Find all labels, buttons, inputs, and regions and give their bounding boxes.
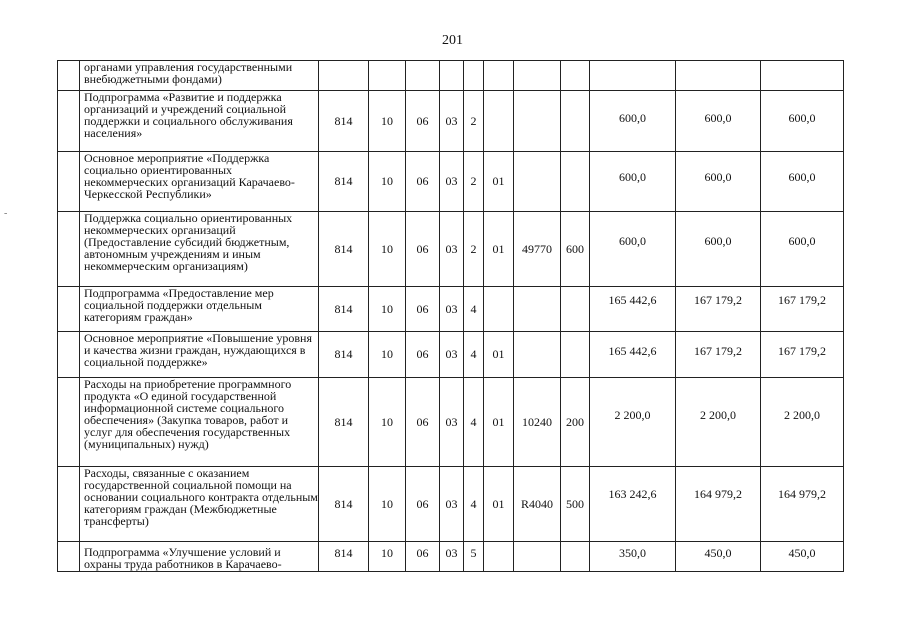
section-code: 10 xyxy=(369,467,406,542)
section-code: 10 xyxy=(369,91,406,152)
amount-year-3: 600,0 xyxy=(761,212,844,287)
row-number-cell xyxy=(58,467,80,542)
amount-year-1: 165 442,6 xyxy=(590,332,676,378)
section-code: 10 xyxy=(369,152,406,212)
amount-year-3 xyxy=(761,61,844,91)
expense-type-code xyxy=(561,287,590,332)
table-row xyxy=(58,467,844,542)
row-name: Подпрограмма «Улучшение условий и охраны труда работников в Карачаево- xyxy=(80,542,319,572)
amount-year-3: 167 179,2 xyxy=(761,332,844,378)
expense-type-code xyxy=(561,91,590,152)
program-code: 03 xyxy=(440,152,464,212)
table-row xyxy=(58,152,844,212)
ministry-code xyxy=(319,61,369,91)
event-code: 01 xyxy=(484,378,514,467)
event-code: 01 xyxy=(484,332,514,378)
subprogram-code: 2 xyxy=(464,91,484,152)
direction-code: R4040 xyxy=(514,467,561,542)
event-code: 01 xyxy=(484,467,514,542)
program-code: 03 xyxy=(440,378,464,467)
amount-year-2: 600,0 xyxy=(676,91,761,152)
amount-year-1: 165 442,6 xyxy=(590,287,676,332)
amount-year-2: 600,0 xyxy=(676,212,761,287)
row-number-cell xyxy=(58,91,80,152)
event-code xyxy=(484,61,514,91)
row-name: Расходы, связанные с оказанием государственной социальной помощи на основании социального контракта отдельным категориям граждан (Межбюджетные трансферты) xyxy=(80,467,319,542)
subprogram-code: 4 xyxy=(464,378,484,467)
ministry-code: 814 xyxy=(319,287,369,332)
budget-table xyxy=(57,60,844,572)
amount-year-2: 164 979,2 xyxy=(676,467,761,542)
subprogram-code: 4 xyxy=(464,332,484,378)
row-number-cell xyxy=(58,152,80,212)
table-row xyxy=(58,61,844,91)
ministry-code: 814 xyxy=(319,152,369,212)
section-code: 10 xyxy=(369,212,406,287)
direction-code xyxy=(514,91,561,152)
table-row xyxy=(58,212,844,287)
program-code: 03 xyxy=(440,212,464,287)
program-code: 03 xyxy=(440,542,464,572)
direction-code xyxy=(514,287,561,332)
expense-type-code: 200 xyxy=(561,378,590,467)
ministry-code: 814 xyxy=(319,467,369,542)
direction-code: 10240 xyxy=(514,378,561,467)
row-name: Расходы на приобретение программного продукта «О единой государственной информационной системе социального обеспечения» (Закупка товаров, работ и услуг для обеспечения государственных (муниципальных) нужд) xyxy=(80,378,319,467)
expense-type-code xyxy=(561,61,590,91)
expense-type-code xyxy=(561,542,590,572)
expense-type-code: 500 xyxy=(561,467,590,542)
program-code: 03 xyxy=(440,287,464,332)
section-code: 10 xyxy=(369,542,406,572)
subsection-code: 06 xyxy=(406,378,440,467)
subsection-code xyxy=(406,61,440,91)
subprogram-code xyxy=(464,61,484,91)
ministry-code: 814 xyxy=(319,542,369,572)
ministry-code: 814 xyxy=(319,332,369,378)
row-name: Подпрограмма «Предоставление мер социальной поддержки отдельным категориям граждан» xyxy=(80,287,319,332)
amount-year-2: 2 200,0 xyxy=(676,378,761,467)
amount-year-1: 600,0 xyxy=(590,152,676,212)
row-number-cell xyxy=(58,287,80,332)
row-name: Основное мероприятие «Поддержка социально ориентированных некоммерческих организаций Карачаево-Черкесской Республики» xyxy=(80,152,319,212)
ministry-code: 814 xyxy=(319,91,369,152)
subsection-code: 06 xyxy=(406,91,440,152)
amount-year-3: 450,0 xyxy=(761,542,844,572)
amount-year-2: 167 179,2 xyxy=(676,332,761,378)
subsection-code: 06 xyxy=(406,212,440,287)
table-row xyxy=(58,378,844,467)
event-code xyxy=(484,91,514,152)
program-code: 03 xyxy=(440,467,464,542)
program-code: 03 xyxy=(440,332,464,378)
subprogram-code: 2 xyxy=(464,212,484,287)
program-code: 03 xyxy=(440,91,464,152)
subsection-code: 06 xyxy=(406,152,440,212)
direction-code: 49770 xyxy=(514,212,561,287)
subsection-code: 06 xyxy=(406,332,440,378)
subsection-code: 06 xyxy=(406,467,440,542)
amount-year-1: 600,0 xyxy=(590,91,676,152)
ministry-code: 814 xyxy=(319,378,369,467)
table-row xyxy=(58,287,844,332)
subprogram-code: 2 xyxy=(464,152,484,212)
direction-code xyxy=(514,152,561,212)
amount-year-2: 450,0 xyxy=(676,542,761,572)
event-code: 01 xyxy=(484,152,514,212)
row-number-cell xyxy=(58,212,80,287)
amount-year-1: 163 242,6 xyxy=(590,467,676,542)
table-row xyxy=(58,332,844,378)
amount-year-3: 600,0 xyxy=(761,91,844,152)
direction-code xyxy=(514,332,561,378)
section-code: 10 xyxy=(369,332,406,378)
row-name: Подпрограмма «Развитие и поддержка организаций и учреждений социальной поддержки и социального обслуживания населения» xyxy=(80,91,319,152)
section-code xyxy=(369,61,406,91)
expense-type-code xyxy=(561,332,590,378)
subsection-code: 06 xyxy=(406,542,440,572)
subprogram-code: 5 xyxy=(464,542,484,572)
row-number-cell xyxy=(58,542,80,572)
subprogram-code: 4 xyxy=(464,467,484,542)
event-code: 01 xyxy=(484,212,514,287)
amount-year-1: 350,0 xyxy=(590,542,676,572)
amount-year-3: 164 979,2 xyxy=(761,467,844,542)
direction-code xyxy=(514,61,561,91)
row-number-cell xyxy=(58,61,80,91)
expense-type-code xyxy=(561,152,590,212)
event-code xyxy=(484,287,514,332)
row-number-cell xyxy=(58,378,80,467)
amount-year-1: 600,0 xyxy=(590,212,676,287)
page-number: 201 xyxy=(442,33,463,48)
direction-code xyxy=(514,542,561,572)
section-code: 10 xyxy=(369,378,406,467)
row-number-cell xyxy=(58,332,80,378)
amount-year-3: 167 179,2 xyxy=(761,287,844,332)
row-name: органами управления государственными внебюджетными фондами) xyxy=(80,61,319,91)
amount-year-1 xyxy=(590,61,676,91)
amount-year-2 xyxy=(676,61,761,91)
amount-year-3: 2 200,0 xyxy=(761,378,844,467)
amount-year-3: 600,0 xyxy=(761,152,844,212)
amount-year-1: 2 200,0 xyxy=(590,378,676,467)
ministry-code: 814 xyxy=(319,212,369,287)
amount-year-2: 167 179,2 xyxy=(676,287,761,332)
stray-mark: - xyxy=(4,208,8,219)
amount-year-2: 600,0 xyxy=(676,152,761,212)
subsection-code: 06 xyxy=(406,287,440,332)
program-code xyxy=(440,61,464,91)
row-name: Основное мероприятие «Повышение уровня и качества жизни граждан, нуждающихся в социальной поддержке» xyxy=(80,332,319,378)
row-name: Поддержка социально ориентированных некоммерческих организаций (Предоставление субсидий бюджетным, автономным учреждениям и иным некоммерческим организациям) xyxy=(80,212,319,287)
table-row xyxy=(58,542,844,572)
subprogram-code: 4 xyxy=(464,287,484,332)
event-code xyxy=(484,542,514,572)
table-row xyxy=(58,91,844,152)
expense-type-code: 600 xyxy=(561,212,590,287)
section-code: 10 xyxy=(369,287,406,332)
